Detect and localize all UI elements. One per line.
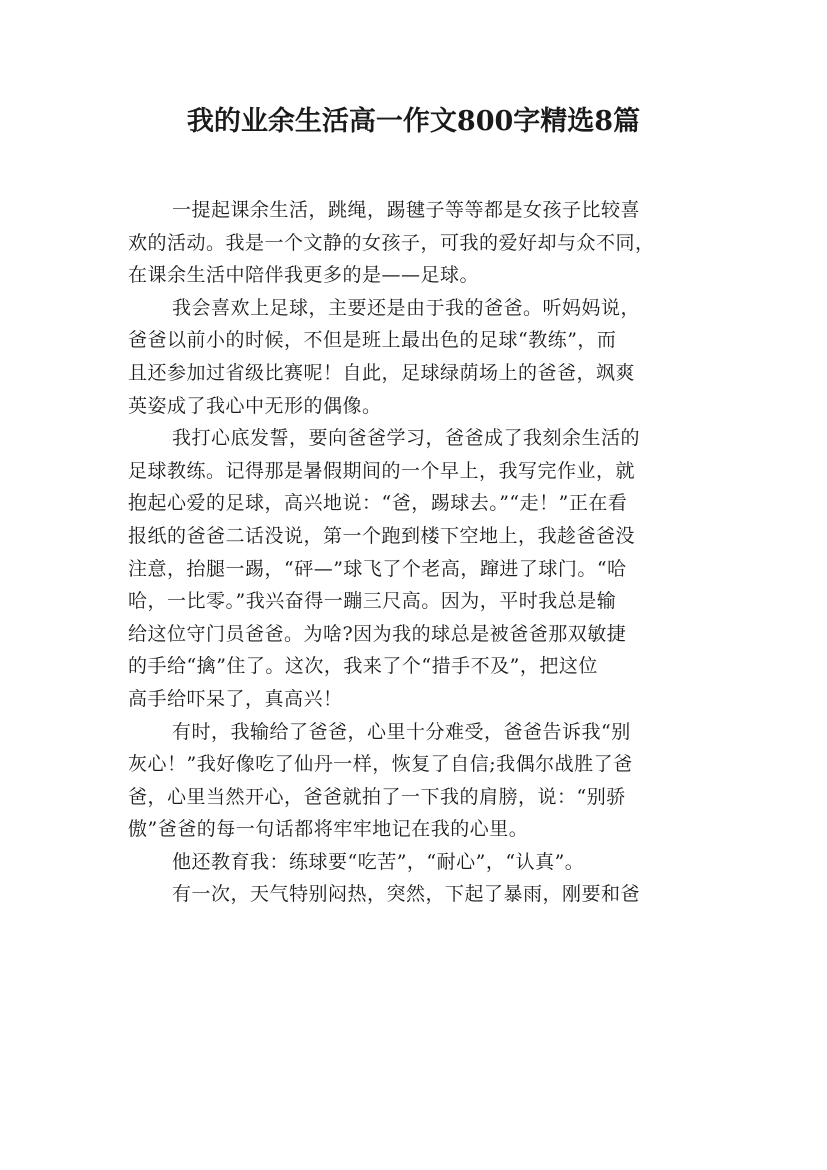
paragraph-4 <box>128 716 708 846</box>
text-line: 欢的活动。我是一个文静的女孩子，可我的爱好却与众不同， <box>128 231 655 254</box>
paragraph-2 <box>128 292 708 422</box>
text-line: 在课余生活中陪伴我更多的是——足球。 <box>128 264 480 287</box>
paragraph-5 <box>128 846 708 879</box>
text-line: 抱起心爱的足球，高兴地说：“爸，踢球去。”“走！”正在看 <box>128 492 628 515</box>
text-line: 哈，一比零。”我兴奋得一蹦三尺高。因为，平时我总是输 <box>128 590 617 613</box>
text-line: 高手给吓呆了，真高兴！ <box>128 687 343 710</box>
text-line: 我会喜欢上足球，主要还是由于我的爸爸。听妈妈说， <box>172 296 641 319</box>
paragraph-6 <box>128 878 708 911</box>
text-line: 的手给“擒”住了。这次，我来了个“措手不及”，把这位 <box>128 655 598 678</box>
text-line: 注意，抬腿一踢，“砰—”球飞了个老高，蹿进了球门。“哈 <box>128 557 627 580</box>
text-line: 爸，心里当然开心，爸爸就拍了一下我的肩膀，说：“别骄 <box>128 785 626 808</box>
text-line: 一提起课余生活，跳绳，踢毽子等等都是女孩子比较喜 <box>172 199 641 221</box>
text-line: 爸爸以前小的时候，不但是班上最出色的足球“教练”，而 <box>128 329 617 352</box>
text-line: 灰心！”我好像吃了仙丹一样，恢复了自信;我偶尔战胜了爸 <box>128 753 633 776</box>
text-line: 英姿成了我心中无形的偶像。 <box>128 394 382 417</box>
text-line: 有时，我输给了爸爸，心里十分难受，爸爸告诉我“别 <box>172 720 631 743</box>
text-line: 我打心底发誓，要向爸爸学习，爸爸成了我刻余生活的 <box>172 427 641 450</box>
text-line: 报纸的爸爸二话没说，第一个跑到楼下空地上，我趁爸爸没 <box>128 524 636 547</box>
text-line: 且还参加过省级比赛呢！自此，足球绿荫场上的爸爸，飒爽 <box>128 361 636 384</box>
text-line: 给这位守门员爸爸。为啥?因为我的球总是被爸爸那双敏捷 <box>128 622 627 645</box>
paragraph-1 <box>128 194 708 292</box>
document-body <box>128 194 708 911</box>
text-line: 有一次，天气特别闷热，突然，下起了暴雨，刚要和爸 <box>172 883 641 906</box>
text-line: 足球教练。记得那是暑假期间的一个早上，我写完作业，就 <box>128 459 636 482</box>
text-line: 傲”爸爸的每一句话都将牢牢地记在我的心里。 <box>128 818 529 841</box>
paragraph-3 <box>128 422 708 715</box>
document-title: 我的业余生活高一作文800字精选8篇 <box>186 106 641 137</box>
text-line: 他还教育我：练球要“吃苦”，“耐心”，“认真”。 <box>172 850 585 873</box>
